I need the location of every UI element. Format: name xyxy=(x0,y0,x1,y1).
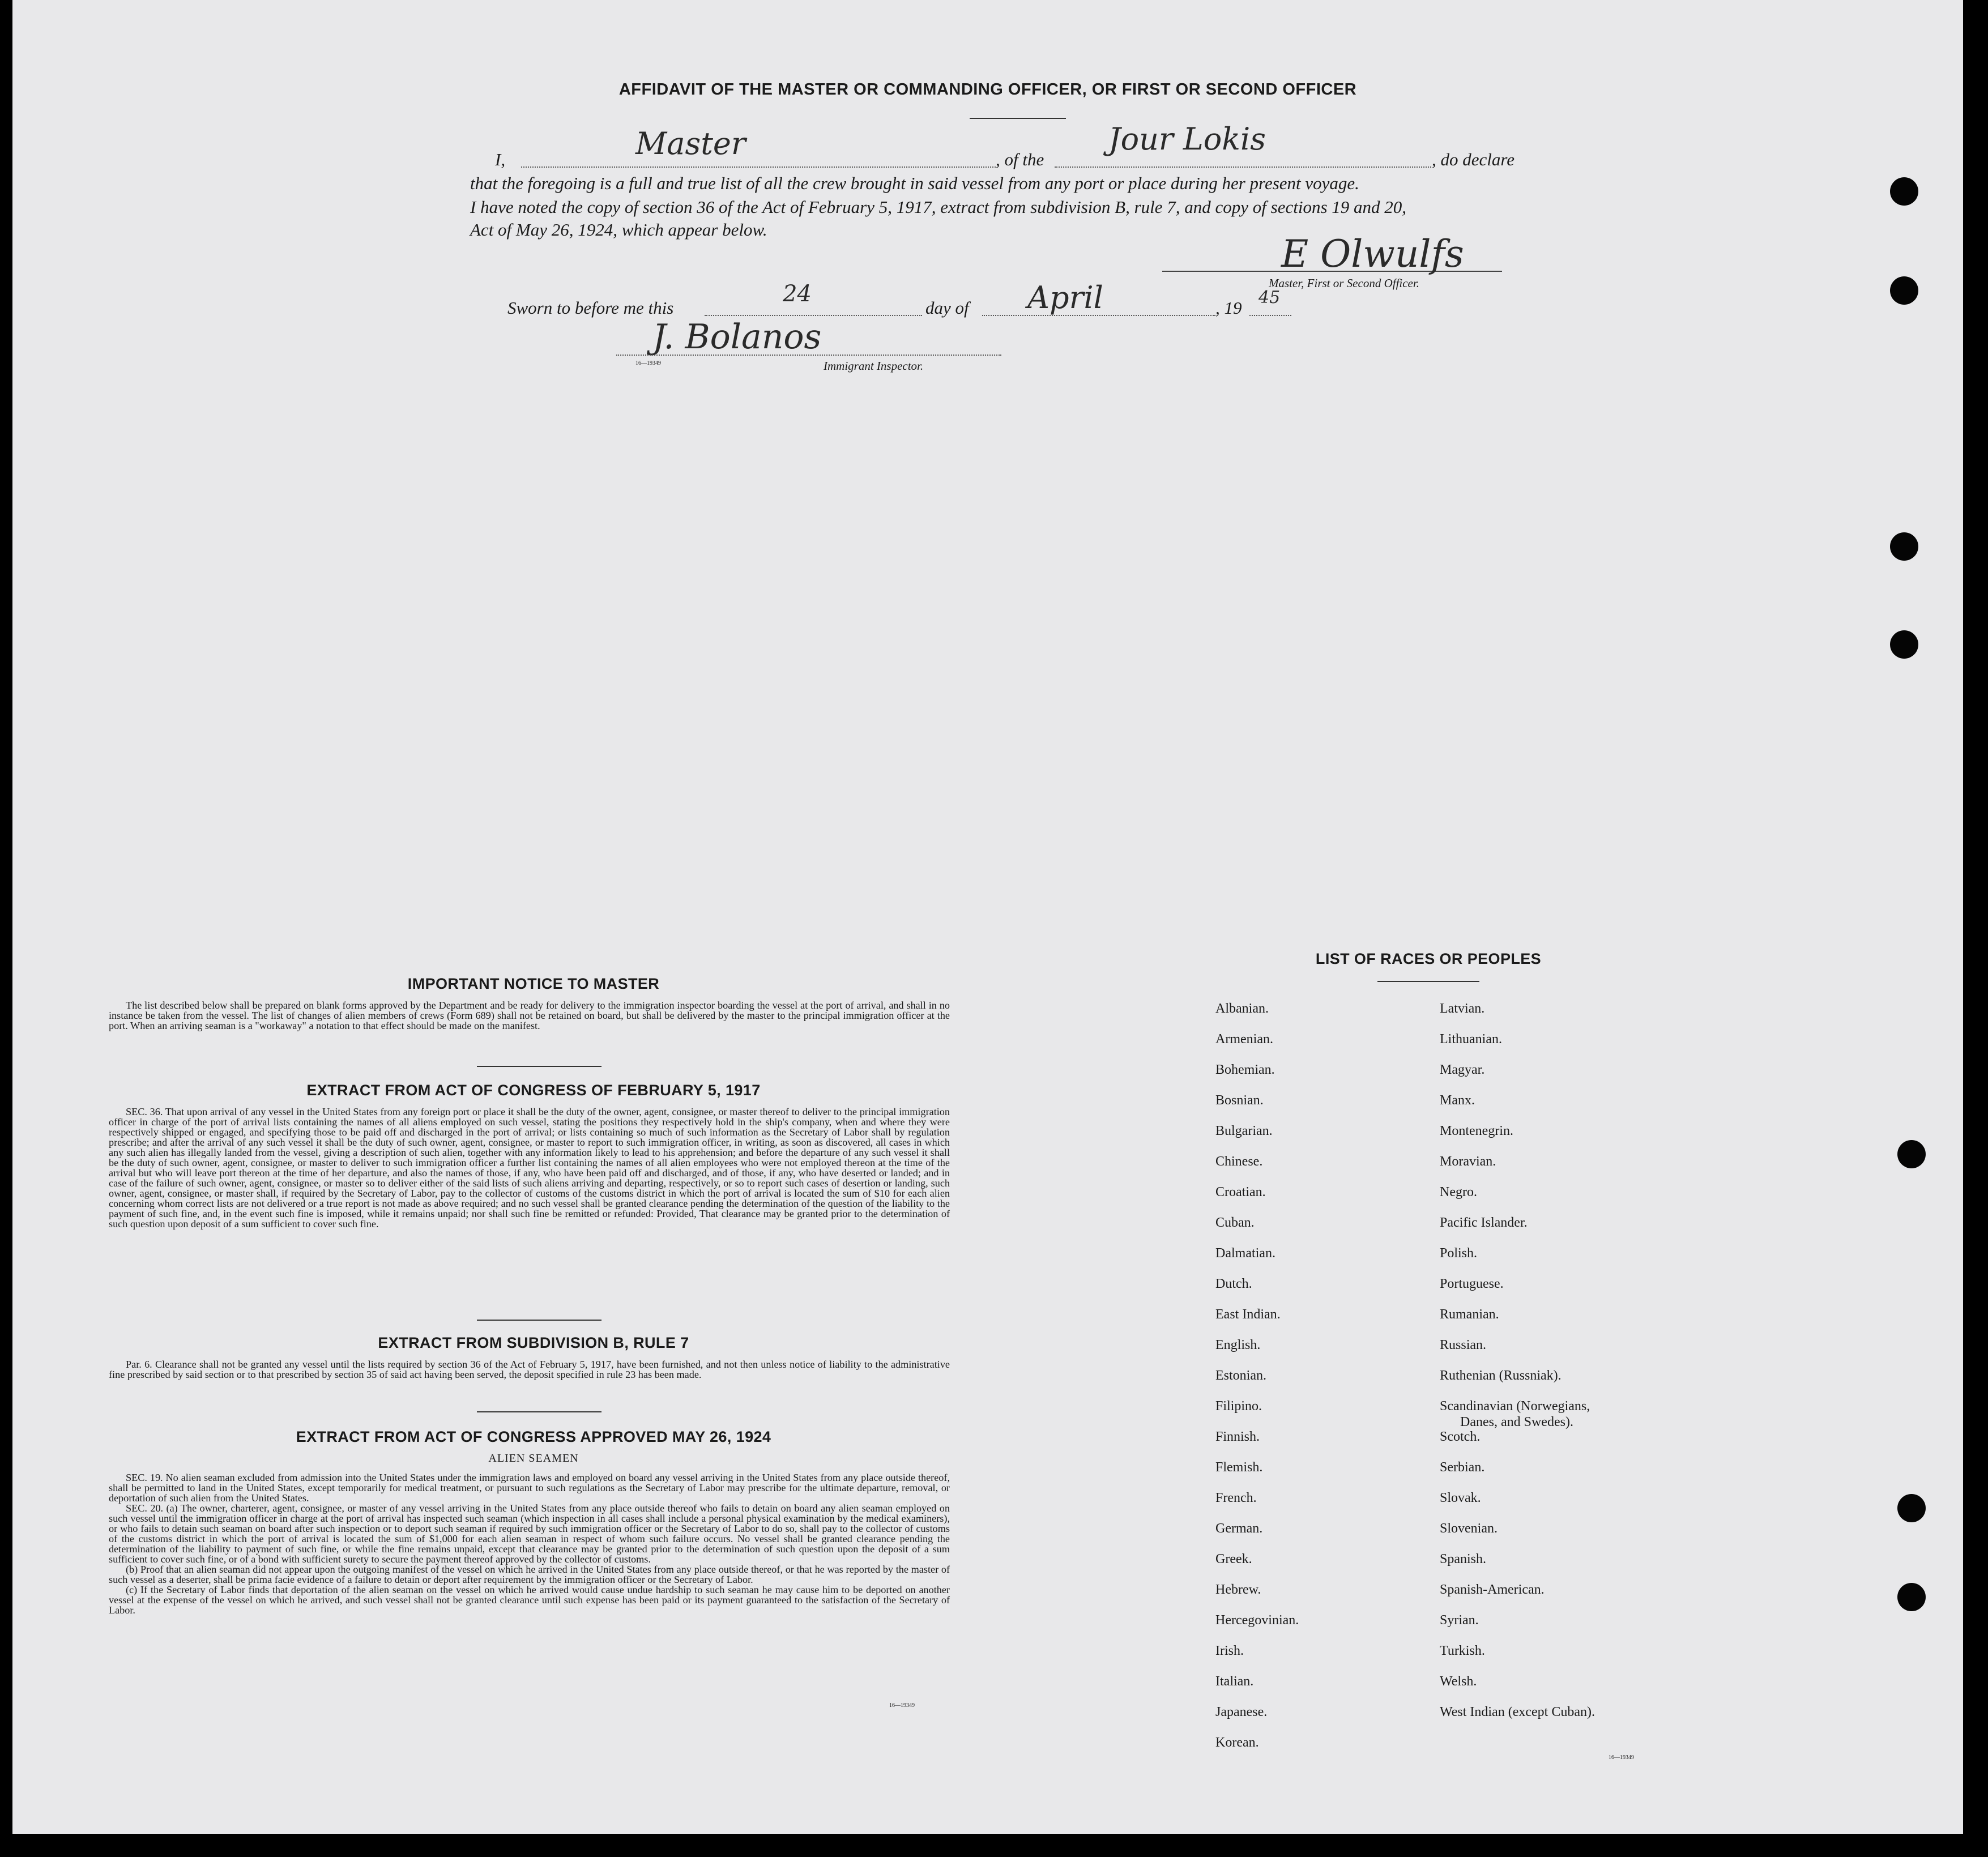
race-item: French. xyxy=(1215,1491,1257,1505)
race-item: Danes, and Swedes). xyxy=(1460,1415,1573,1429)
race-item: Japanese. xyxy=(1215,1705,1268,1719)
race-item: Latvian. xyxy=(1440,1001,1485,1016)
race-item: East Indian. xyxy=(1215,1307,1281,1322)
race-item: Russian. xyxy=(1440,1338,1487,1352)
race-item: Lithuanian. xyxy=(1440,1032,1502,1047)
race-item: Spanish-American. xyxy=(1440,1582,1545,1597)
punch-hole xyxy=(1897,1140,1926,1168)
section-20b-text: (b) Proof that an alien seaman did not appear upon the outgoing manifest of the vessel on which he arrived in the United States from any place outside thereof, or that he was reported by the master of such vessel as a deserter, shall be prima facie evidence of a failure to detain or deport after requirement by the immigration officer or the Secretary of Labor. xyxy=(109,1564,950,1585)
extract-1924-title: EXTRACT FROM ACT OF CONGRESS APPROVED MAY 26, 1924 xyxy=(296,1428,771,1445)
declare-label: , do declare xyxy=(1432,150,1515,169)
declaration-line-2: that the foregoing is a full and true list of all the crew brought in said vessel from any port or place during her present voyage. xyxy=(470,173,1359,193)
race-item: Scandinavian (Norwegians, xyxy=(1440,1399,1590,1414)
form-code: 16—19349 xyxy=(635,360,661,366)
race-item: Filipino. xyxy=(1215,1399,1262,1414)
race-item: Armenian. xyxy=(1215,1032,1273,1047)
year-blank xyxy=(1249,315,1291,316)
race-item: Ruthenian (Russniak). xyxy=(1440,1368,1562,1383)
race-item: Polish. xyxy=(1440,1246,1478,1261)
handwritten-year: 45 xyxy=(1259,288,1281,308)
vessel-blank xyxy=(1055,167,1431,168)
race-item: Scotch. xyxy=(1440,1429,1481,1444)
declaration-line-4: Act of May 26, 1924, which appear below. xyxy=(470,220,767,240)
race-item: Cuban. xyxy=(1215,1215,1255,1230)
race-item: Welsh. xyxy=(1440,1674,1477,1689)
handwritten-inspector-signature: J. Bolanos xyxy=(652,317,822,357)
divider xyxy=(477,1411,601,1412)
punch-hole xyxy=(1897,1583,1926,1611)
document-page xyxy=(12,0,1963,1834)
declarant-label: I, xyxy=(495,150,506,169)
handwritten-rank: Master xyxy=(635,126,746,161)
punch-hole xyxy=(1890,630,1918,659)
inspector-caption: Immigrant Inspector. xyxy=(824,359,924,373)
sworn-label: Sworn to before me this xyxy=(507,298,674,318)
race-item: Negro. xyxy=(1440,1185,1477,1199)
race-item: Hercegovinian. xyxy=(1215,1613,1299,1628)
race-item: Chinese. xyxy=(1215,1154,1263,1169)
declaration-line-3: I have noted the copy of section 36 of the Act of February 5, 1917, extract from subdivision B, rule 7, and copy of sections 19 and 20, xyxy=(470,197,1407,217)
rule-7-text: Par. 6. Clearance shall not be granted any vessel until the lists required by section 36 of the Act of February 5, 1917, have been furnished, and not then unless notice of liability to the administrative fine prescribed by said section or to that prescribed by section 35 of said act having been served, the deposit specified in rule 23 has been made. xyxy=(109,1359,950,1380)
race-item: Rumanian. xyxy=(1440,1307,1499,1322)
race-item: Italian. xyxy=(1215,1674,1254,1689)
notice-title: IMPORTANT NOTICE TO MASTER xyxy=(407,975,660,992)
race-item: Finnish. xyxy=(1215,1429,1260,1444)
punch-hole xyxy=(1897,1494,1926,1522)
race-item: Montenegrin. xyxy=(1440,1124,1513,1138)
race-item: Portuguese. xyxy=(1440,1277,1504,1291)
notice-text: The list described below shall be prepared on blank forms approved by the Department and be ready for delivery to the immigration inspector boarding the vessel at the port of arrival, and shall in no instance be taken from the vessel. The list of changes of alien members of crews (Form 689) shall not be retained on board, but shall be delivered by the master to the principal immigration officer at the port. When an arriving seaman is a "workaway" a notation to that effect should be made on the manifest. xyxy=(109,1000,950,1031)
handwritten-month: April xyxy=(1027,280,1103,315)
section-19-text: SEC. 19. No alien seaman excluded from admission into the United States under the immigration laws and employed on board any vessel arriving in the United States from any place outside thereof, shall be permitted to land in the United States, except temporarily for medical treatment, or pursuant to such regulations as the Secretary of Labor may prescribe for the ultimate departure, removal, or deportation of such alien from the United States. xyxy=(109,1472,950,1504)
year-label: , 19 xyxy=(1215,298,1242,318)
race-item: Bosnian. xyxy=(1215,1093,1264,1108)
race-item: Bohemian. xyxy=(1215,1062,1275,1077)
race-item: Serbian. xyxy=(1440,1460,1485,1475)
divider xyxy=(970,118,1066,119)
race-item: Korean. xyxy=(1215,1735,1259,1750)
punch-hole xyxy=(1890,177,1918,206)
race-item: Albanian. xyxy=(1215,1001,1269,1016)
form-code: 16—19349 xyxy=(889,1702,915,1709)
extract-1924-subtitle: ALIEN SEAMEN xyxy=(488,1452,579,1465)
race-item: Slovak. xyxy=(1440,1491,1481,1505)
races-title: LIST OF RACES OR PEOPLES xyxy=(1315,950,1542,967)
race-item: Hebrew. xyxy=(1215,1582,1261,1597)
punch-hole xyxy=(1890,532,1918,561)
race-item: Dalmatian. xyxy=(1215,1246,1275,1261)
race-item: Moravian. xyxy=(1440,1154,1496,1169)
race-item: Flemish. xyxy=(1215,1460,1263,1475)
race-item: German. xyxy=(1215,1521,1263,1536)
race-item: Syrian. xyxy=(1440,1613,1479,1628)
divider xyxy=(477,1320,601,1321)
race-item: Spanish. xyxy=(1440,1552,1487,1566)
day-blank xyxy=(705,315,922,316)
race-item: Pacific Islander. xyxy=(1440,1215,1528,1230)
race-item: Slovenian. xyxy=(1440,1521,1498,1536)
race-item: Greek. xyxy=(1215,1552,1252,1566)
race-item: English. xyxy=(1215,1338,1261,1352)
race-item: Manx. xyxy=(1440,1093,1475,1108)
race-item: West Indian (except Cuban). xyxy=(1440,1705,1595,1719)
day-of-label: day of xyxy=(925,298,969,318)
section-20c-text: (c) If the Secretary of Labor finds that deportation of the alien seaman on the vessel on which he arrived would cause undue hardship to such seaman he may cause him to be deported on another vessel at the expense of the vessel on which he arrived, and such vessel shall not be granted clearance until such expense has been paid or its payment guaranteed to the satisfaction of the Secretary of Labor. xyxy=(109,1584,950,1616)
handwritten-officer-signature: E Olwulfs xyxy=(1281,232,1464,276)
rank-blank xyxy=(521,167,996,168)
divider xyxy=(477,1066,601,1067)
vessel-label: , of the xyxy=(996,150,1044,169)
race-item: Turkish. xyxy=(1440,1643,1485,1658)
divider xyxy=(1377,981,1479,982)
extract-1917-title: EXTRACT FROM ACT OF CONGRESS OF FEBRUARY 5, 1917 xyxy=(306,1082,761,1099)
rule-7-title: EXTRACT FROM SUBDIVISION B, RULE 7 xyxy=(378,1334,689,1351)
extract-1924-body xyxy=(109,1472,950,1615)
handwritten-day: 24 xyxy=(783,281,812,307)
officer-caption: Master, First or Second Officer. xyxy=(1269,276,1419,290)
extract-1917-text: SEC. 36. That upon arrival of any vessel in the United States from any foreign port or place it shall be the duty of the owner, agent, consignee, or master thereof to deliver to the principal immigration officer in charge of the port of arrival lists containing the names of all aliens employed on such vessel, stating the positions they respectively hold in the ship's company, when and where they were respectively shipped or engaged, and specifying those to be paid off and discharged in the port of arrival; or lists containing so much of such information as the Secretary of Labor shall by regulation prescribe; and after the arrival of any such vessel it shall be the duty of such owner, agent, consignee, or master to report to such immigration officer, in writing, as soon as discovered, all cases in which any such alien has illegally landed from the vessel, giving a description of such alien, together with any information likely to lead to his apprehension; and before the departure of any such vessel it shall be the duty of such owner, agent, consignee, or master to deliver to such immigration officer a further list containing the names of all alien employees who were not employed thereon at the time of the arrival but who will leave port thereon at the time of her departure, and also the names of those, if any, who have been paid off and discharged, and of those, if any, who have deserted or landed; and in case of the failure of such owner, agent, consignee, or master so to deliver either of the said lists of such aliens arriving and departing, respectively, or so to report such cases of desertion or landing, such owner, agent, consignee, or master shall, if required by the Secretary of Labor, pay to the collector of customs of the customs district in which the port of arrival is located the sum of $10 for each alien concerning whom correct lists are not delivered or a true report is not made as above required; and no such vessel shall be granted clearance pending the determination of the question of the liability to the payment of such fine, and, in the event such fine is imposed, while it remains unpaid; nor shall such fine be remitted or refunded: Provided, That clearance may be granted prior to the determination of such question upon deposit of a sum sufficient to cover such fine. xyxy=(109,1106,950,1230)
inspector-blank xyxy=(616,355,1001,356)
form-code: 16—19349 xyxy=(1609,1754,1634,1761)
affidavit-heading: AFFIDAVIT OF THE MASTER OR COMMANDING OFFICER, OR FIRST OR SECOND OFFICER xyxy=(618,80,1357,99)
race-item: Bulgarian. xyxy=(1215,1124,1273,1138)
race-item: Irish. xyxy=(1215,1643,1244,1658)
race-item: Croatian. xyxy=(1215,1185,1266,1199)
section-20a-text: SEC. 20. (a) The owner, charterer, agent, consignee, or master of any vessel arriving in the United States from any place outside thereof who fails to detain on board any alien seaman employed on such vessel until the immigration officer in charge at the port of arrival has inspected such seaman (which inspection in all cases shall include a personal physical examination by the medical examiners), or who fails to detain such seaman on board after such inspection or to deport such seaman if required by such immigration officer or the Secretary of Labor to do so, shall pay to the collector of customs of the customs district in which the port of arrival is located the sum of $1,000 for each alien seaman in respect of whom such failure occurs. No vessel shall be granted clearance pending the determination of the liability to payment of such fine, or while the fine remains unpaid, except that clearance may be granted prior to the determination of such question upon the deposit of a sum sufficient to cover such fine, or of a bond with sufficient surety to secure the payment thereof approved by the collector of customs. xyxy=(109,1502,950,1565)
race-item: Magyar. xyxy=(1440,1062,1485,1077)
punch-hole xyxy=(1890,276,1918,305)
race-item: Estonian. xyxy=(1215,1368,1266,1383)
handwritten-vessel: Jour Lokis xyxy=(1108,121,1266,157)
race-item: Dutch. xyxy=(1215,1277,1252,1291)
